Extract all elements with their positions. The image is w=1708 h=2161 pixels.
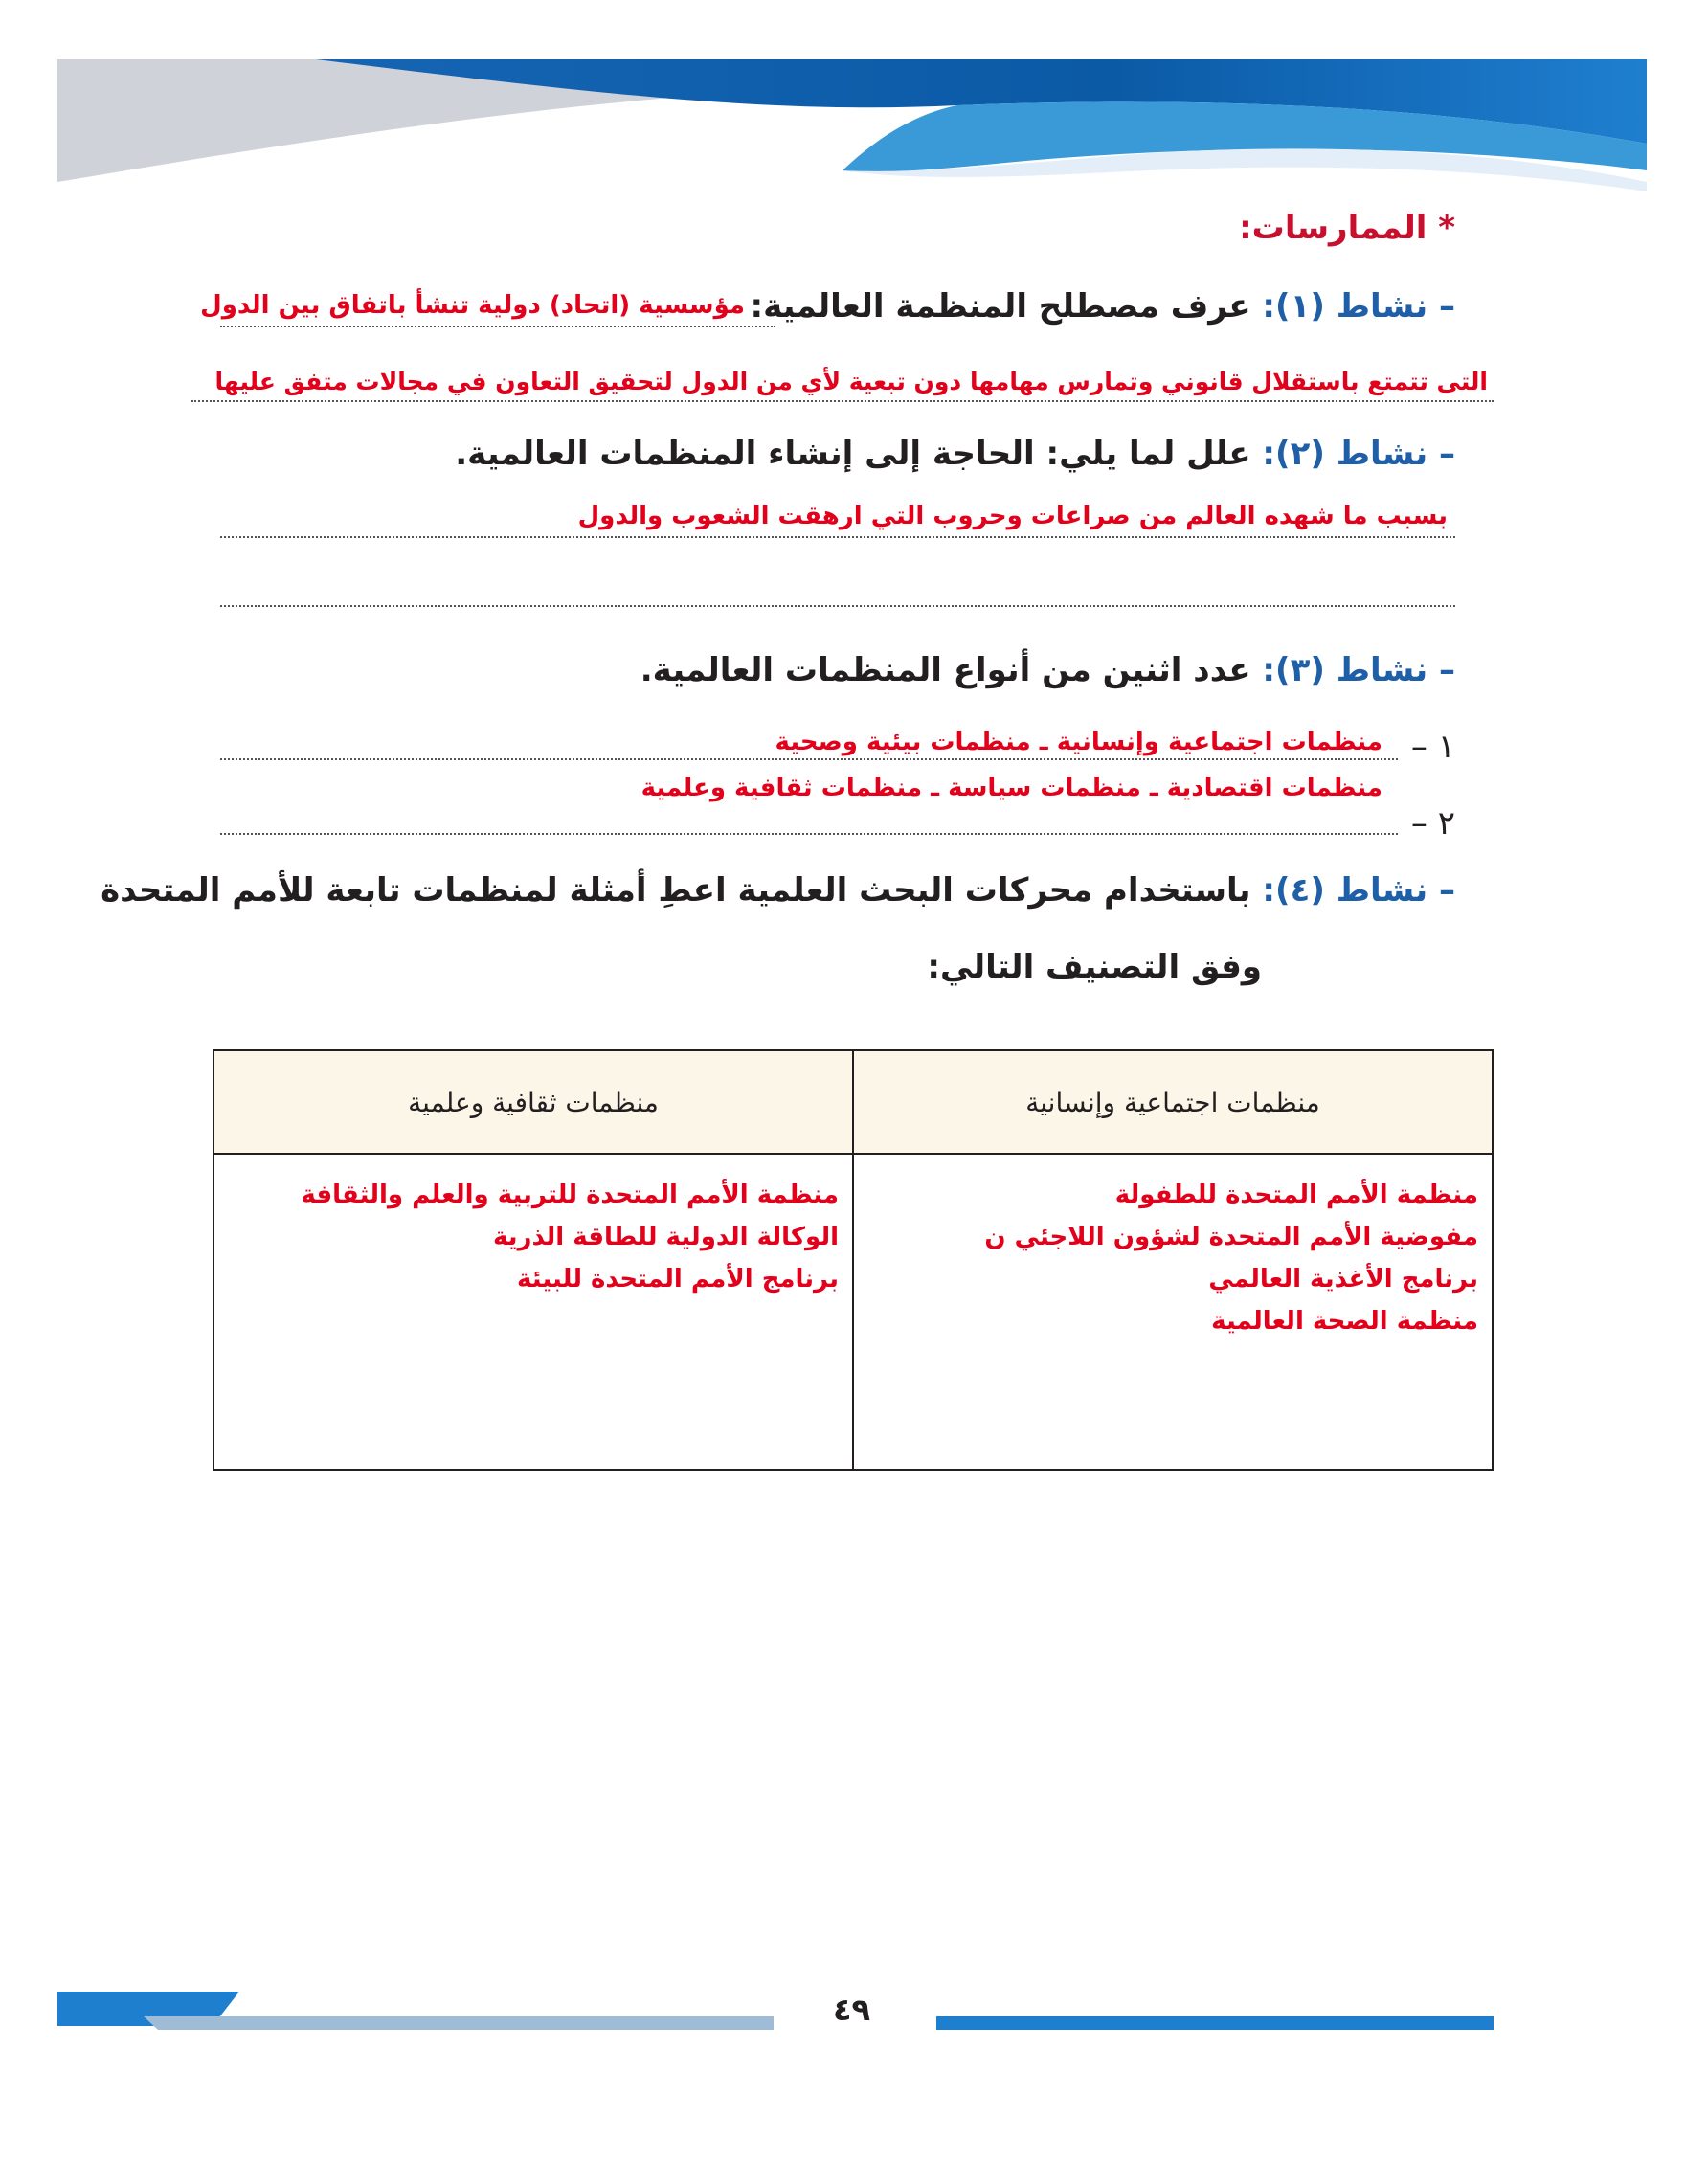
header-wave bbox=[0, 0, 1708, 191]
cultural-org-1: منظمة الأمم المتحدة للتربية والعلم والثقافة bbox=[301, 1181, 839, 1209]
social-org-2: مفوضية الأمم المتحدة لشؤون اللاجئي ن bbox=[984, 1223, 1478, 1251]
activity3-item1-number: ١ – bbox=[1410, 728, 1455, 766]
activity4-question-line1 bbox=[101, 871, 1455, 910]
activity3-answer2: منظمات اقتصادية ـ منظمات سياسة ـ منظمات ثقافية وعلمية bbox=[640, 774, 1382, 802]
activity3-item2-number: ٢ – bbox=[1410, 804, 1455, 843]
activity3-answer1: منظمات اجتماعية وإنسانية ـ منظمات بيئية وصحية bbox=[775, 728, 1382, 756]
activity2-label: نشاط (٢): bbox=[1262, 435, 1428, 473]
table-header-social: منظمات اجتماعية وإنسانية bbox=[853, 1050, 1493, 1154]
activity2-answer-dots bbox=[220, 536, 1455, 538]
social-org-3: برنامج الأغذية العالمي bbox=[1208, 1265, 1478, 1294]
activity3-label: نشاط (٣): bbox=[1262, 651, 1428, 689]
activity2-blank-line bbox=[220, 605, 1455, 607]
social-org-1: منظمة الأمم المتحدة للطفولة bbox=[1114, 1181, 1478, 1209]
activity3-dash: – bbox=[1439, 651, 1455, 689]
activity3-item2-dots bbox=[220, 833, 1398, 835]
activity4-dash: – bbox=[1439, 871, 1455, 910]
activity4-question-line2: وفق التصنيف التالي: bbox=[927, 948, 1262, 986]
cultural-org-3: برنامج الأمم المتحدة للبيئة bbox=[516, 1265, 839, 1294]
activity2-question: علل لما يلي: الحاجة إلى إنشاء المنظمات العالمية. bbox=[455, 435, 1251, 473]
social-org-4: منظمة الصحة العالمية bbox=[1211, 1307, 1478, 1336]
activity3-item1-dots bbox=[220, 758, 1398, 760]
page-number: ٤٩ bbox=[833, 1992, 871, 2028]
classification-table bbox=[213, 1049, 1494, 1471]
activity2-dash: – bbox=[1439, 435, 1455, 473]
activity1-answer-line2: التى تتمتع باستقلال قانوني وتمارس مهامها دون تبعية لأي من الدول لتحقيق التعاون في مجالات متفق عليها bbox=[214, 368, 1488, 395]
activity1-dash: – bbox=[1439, 287, 1455, 326]
activity3-question: عدد اثنين من أنواع المنظمات العالمية. bbox=[640, 651, 1251, 689]
activity1-answer-line1-dots bbox=[220, 326, 775, 327]
activity1-label: نشاط (١): bbox=[1262, 287, 1428, 326]
cultural-org-2: الوكالة الدولية للطاقة الذرية bbox=[493, 1223, 839, 1251]
activity1-answer-line1: مؤسسية (اتحاد) دولية تنشأ باتفاق بين الدول bbox=[200, 291, 745, 320]
table-header-cultural: منظمات ثقافية وعلمية bbox=[214, 1050, 853, 1154]
activity4-question-line1: باستخدام محركات البحث العلمية اعطِ أمثلة لمنظمات تابعة للأمم المتحدة bbox=[101, 871, 1251, 910]
activity4-label: نشاط (٤): bbox=[1262, 871, 1428, 910]
activity1-question: عرف مصطلح المنظمة العالمية: bbox=[750, 287, 1251, 326]
activity2-answer: بسبب ما شهده العالم من صراعات وحروب التي ارهقت الشعوب والدول bbox=[577, 502, 1448, 530]
activity2-question-line bbox=[455, 435, 1455, 473]
section-title: * الممارسات: bbox=[1239, 209, 1455, 247]
activity3-question-line bbox=[640, 651, 1455, 689]
table-cell-social bbox=[853, 1154, 1493, 1470]
table-cell-cultural bbox=[214, 1154, 853, 1470]
activity1-answer-line2-dots bbox=[191, 400, 1494, 402]
activity1-question-line bbox=[750, 287, 1455, 326]
